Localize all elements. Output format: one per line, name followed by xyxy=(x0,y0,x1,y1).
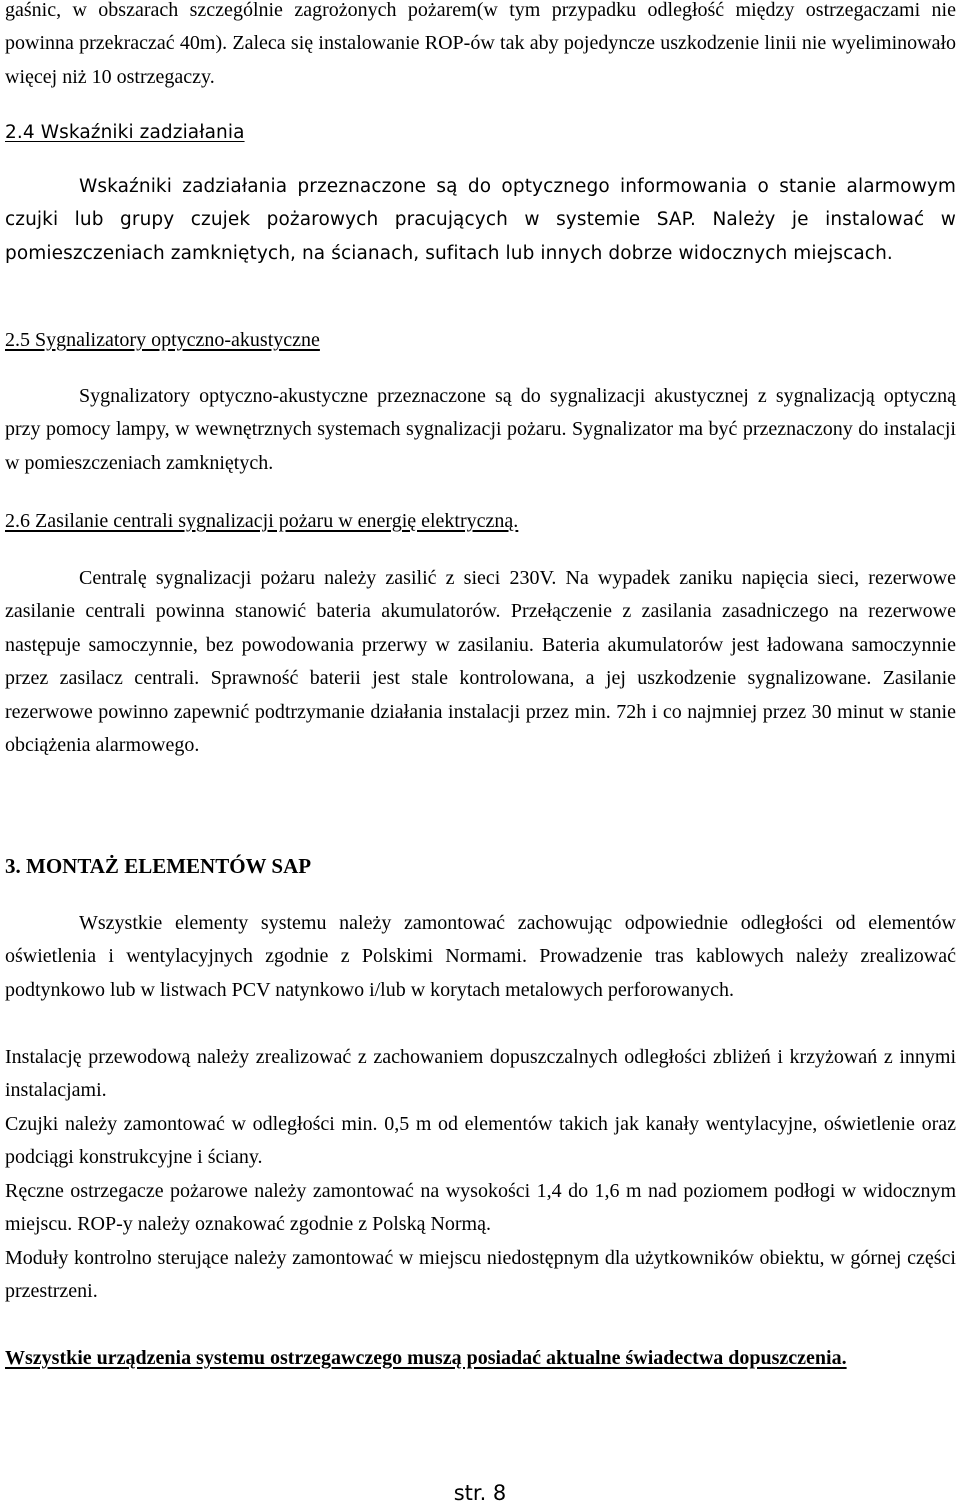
intro-paragraph: gaśnic, w obszarach szczególnie zagrożonych pożarem(w tym przypadku odległość między ostrzegaczami nie powinna przekraczać 40m). Zaleca się instalowanie ROP-ów tak aby pojedyncze uszkodzenie linii nie wyeliminowało więcej niż 10 ostrzegaczy. xyxy=(5,0,956,88)
section-3-body-3: Czujki należy zamontować w odległości min. 0,5 m od elementów takich jak kanały wentylacyjne, oświetlenie oraz podciągi konstrukcyjne i ściany. xyxy=(5,1113,956,1169)
section-3-body-2: Instalację przewodową należy zrealizować z zachowaniem dopuszczalnych odległości zbliżeń i krzyżowań z innymi instalacjami. xyxy=(5,1046,956,1102)
page-number: str. 8 xyxy=(453,1481,507,1505)
section-2-5-heading: 2.5 Sygnalizatory optyczno-akustyczne xyxy=(5,329,320,351)
section-2-6-body: Centralę sygnalizacji pożaru należy zasilić z sieci 230V. Na wypadek zaniku napięcia sieci, rezerwowe zasilanie centrali powinna stanowić bateria akumulatorów. Przełączenie z zasilania zasadniczego na rezerwowe następuje samoczynnie, bez powodowania przerwy w zasilaniu. Bateria akumulatorów jest ładowana samoczynnie przez zasilacz centrali. Sprawność baterii jest stale kontrolowana, a jej uszkodzenie sygnalizowane. Zasilanie rezerwowe powinno zapewnić podtrzymanie działania instalacji przez min. 72h i co najmniej przez 30 minut w stanie obciążenia alarmowego. xyxy=(5,567,956,757)
section-2-4-heading: 2.4 Wskaźniki zadziałania xyxy=(5,122,245,143)
section-3-body-1: Wszystkie elementy systemu należy zamontować zachowując odpowiednie odległości od elementów oświetlenia i wentylacyjnych zgodnie z Polskimi Normami. Prowadzenie tras kablowych należy zrealizować podtynkowo lub w listwach PCV natynkowo i/lub w korytach metalowych perforowanych. xyxy=(5,912,956,1001)
section-3-body-4: Ręczne ostrzegacze pożarowe należy zamontować na wysokości 1,4 do 1,6 m nad poziomem podłogi w widocznym miejscu. ROP-y należy oznakować zgodnie z Polską Normą. xyxy=(5,1180,956,1236)
approval-notice: Wszystkie urządzenia systemu ostrzegawczego muszą posiadać aktualne świadectwa dopuszczenia. xyxy=(5,1347,847,1369)
section-3-body-5: Moduły kontrolno sterujące należy zamontować w miejscu niedostępnym dla użytkowników obiektu, w górnej części przestrzeni. xyxy=(5,1247,956,1303)
section-3-heading: 3. MONTAŻ ELEMENTÓW SAP xyxy=(5,854,312,878)
section-2-5-body: Sygnalizatory optyczno-akustyczne przeznaczone są do sygnalizacji akustycznej z sygnalizacją optyczną przy pomocy lampy, w wewnętrznych systemach sygnalizacji pożaru. Sygnalizator ma być przeznaczony do instalacji w pomieszczeniach zamkniętych. xyxy=(5,385,956,474)
section-2-6-heading: 2.6 Zasilanie centrali sygnalizacji pożaru w energię elektryczną. xyxy=(5,510,519,532)
section-2-4-body: Wskaźniki zadziałania przeznaczone są do optycznego informowania o stanie alarmowym czujki lub grupy czujek pożarowych pracujących w systemie SAP. Należy je instalować w pomieszczeniach zamkniętych, na ścianach, sufitach lub innych dobrze widocznych miejscach. xyxy=(5,176,956,264)
